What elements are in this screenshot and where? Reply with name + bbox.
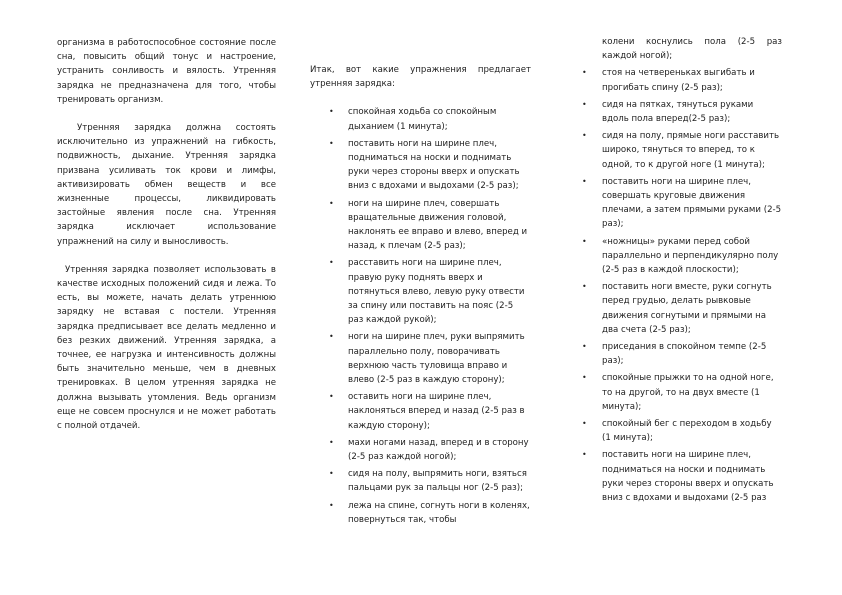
bullet-icon: • <box>582 68 587 78</box>
column-3 <box>582 35 782 508</box>
list-item-text: лежа на спине, согнуть ноги в коленях, повернуться так, чтобы <box>348 500 530 525</box>
list-item-text: поставить ноги на ширине плеч, подниматься на носки и поднимать руки через стороны вверх и опускать вниз с вдохами и выдохами (2-5 раз <box>602 450 774 504</box>
list-item <box>310 105 531 133</box>
list-item <box>310 499 531 527</box>
list-item-text: махи ногами назад, вперед и в сторону (2-5 раз каждой ногой); <box>348 437 529 463</box>
bullet-icon: • <box>582 450 587 460</box>
list-item <box>582 235 782 278</box>
bullet-icon: • <box>582 373 587 383</box>
list-item-text: ноги на ширине плеч, руки выпрямить параллельно полу, поворачивать верхнюю часть туловища вправо и влево (2-5 раз в каждую сторону); <box>348 332 525 386</box>
list-item <box>582 448 782 505</box>
list-item <box>310 137 531 194</box>
paragraph: Утренняя зарядка позволяет использовать в качестве исходных положений сидя и лежа. То есть, вы можете, начать делать утреннюю зарядку не вставая с постели. Утренняя зарядка предписывает все делать медленно и без резких движений. Утренняя зарядка, а точнее, ее нагрузка и интенсивность должны быть значительно меньше, чем в дневных тренировках. В целом утренняя зарядка не должна вызывать утомления. Ведь организм еще не совсем проснулся и не может работать с полной отдачей. <box>57 264 276 432</box>
bullet-icon: • <box>329 332 334 342</box>
list-item <box>310 197 531 254</box>
exercise-list <box>310 105 531 527</box>
list-item <box>582 280 782 337</box>
exercise-intro: Итак, вот какие упражнения предлагает утренняя зарядка: <box>310 65 531 90</box>
list-item-text: приседания в спокойном темпе (2-5 раз); <box>602 342 767 367</box>
list-item-text: сидя на полу, прямые ноги расставить широко, тянуться то вперед, то к одной, то к другой ноге (1 минута); <box>602 131 780 170</box>
list-item-text: сидя на пятках, тянуться руками вдоль пола вперед(2-5 раз); <box>602 99 754 125</box>
list-item <box>582 417 782 445</box>
list-item-text: расставить ноги на ширине плеч, правую руку поднять вверх и потянуться влево, левую руку отвести за спину или поставить на пояс (2-5 раз каждой рукой); <box>348 258 525 326</box>
bullet-icon: • <box>329 469 334 479</box>
list-item-text: поставить ноги на ширине плеч, подниматься на носки и поднимать руки через стороны вверх и опускать вниз с вдохами и выдохами (2-5 раз); <box>348 138 520 192</box>
list-item <box>310 467 531 495</box>
column-2 <box>310 63 531 530</box>
list-item-text: оставить ноги на ширине плеч, наклоняться вперед и назад (2-5 раз в каждую сторону); <box>348 392 525 431</box>
bullet-icon: • <box>329 198 334 208</box>
bullet-icon: • <box>582 282 587 292</box>
list-item <box>310 330 531 387</box>
list-item <box>582 340 782 368</box>
list-item-text: ноги на ширине плеч, совершать вращательные движения головой, наклонять ее вправо и влево, вперед и назад, к плечам (2-5 раз); <box>348 198 528 252</box>
bullet-icon: • <box>329 500 334 510</box>
list-item-text: «ножницы» руками перед собой параллельно и перпендикулярно полу (2-5 раз в каждой плоскости); <box>602 236 779 276</box>
bullet-icon: • <box>329 258 334 268</box>
bullet-icon: • <box>582 419 587 429</box>
bullet-icon: • <box>582 236 587 246</box>
list-item-continuation: колени коснулись пола (2-5 раз каждой ногой); <box>602 37 782 62</box>
paragraph-gap <box>57 249 276 263</box>
list-item-text: сидя на полу, выпрямить ноги, взяться пальцами рук за пальцы ног (2-5 раз); <box>348 469 527 494</box>
bullet-icon: • <box>329 138 334 148</box>
paragraph: организма в работоспособное состояние после сна, повысить общий тонус и настроение, устранить сонливость и вялость. Утренняя зарядка не предназначена для того, чтобы тренировать организм. <box>57 38 276 105</box>
bullet-icon: • <box>582 99 587 109</box>
list-item <box>582 175 782 232</box>
paragraph: Утренняя зарядка должна состоять исключительно из упражнений на гибкость, подвижность, дыхание. Утренняя зарядка призвана усиливать ток крови и лимфы, активизировать обмен веществ и все жизненные процессы, ликвидировать застойные явления после сна. Утренняя зарядка исключает использование упражнений на силу и выносливость. <box>57 123 276 247</box>
bullet-icon: • <box>329 107 334 117</box>
list-item <box>310 256 531 327</box>
list-item <box>582 371 782 414</box>
bullet-icon: • <box>582 176 587 186</box>
column-1 <box>57 36 276 433</box>
list-item <box>582 66 782 94</box>
list-item-text: поставить ноги на ширине плеч, совершать круговые движения плечами, а затем прямыми руками (2-5 раз); <box>602 176 782 230</box>
list-item-text: спокойные прыжки то на одной ноге, то на другой, то на двух вместе (1 минута); <box>602 373 774 412</box>
paragraph-gap <box>57 107 276 121</box>
bullet-icon: • <box>329 392 334 402</box>
list-item-text: спокойная ходьба со спокойным дыханием (1 минута); <box>348 107 497 132</box>
list-item <box>582 98 782 126</box>
bullet-icon: • <box>582 342 587 352</box>
list-item-text: спокойный бег с переходом в ходьбу (1 минута); <box>602 419 772 444</box>
paragraph-gap <box>310 91 531 105</box>
list-item <box>310 390 531 433</box>
list-item-text: стоя на четвереньках выгибать и прогибать спину (2-5 раз); <box>602 68 755 93</box>
bullet-icon: • <box>329 437 334 447</box>
list-item-text: поставить ноги вместе, руки согнуть перед грудью, делать рывковые движения согнутыми и прямыми на два счета (2-5 раз); <box>602 282 772 335</box>
list-item <box>310 436 531 464</box>
list-item <box>582 129 782 172</box>
exercise-list-continued <box>582 66 782 505</box>
bullet-icon: • <box>582 131 587 141</box>
